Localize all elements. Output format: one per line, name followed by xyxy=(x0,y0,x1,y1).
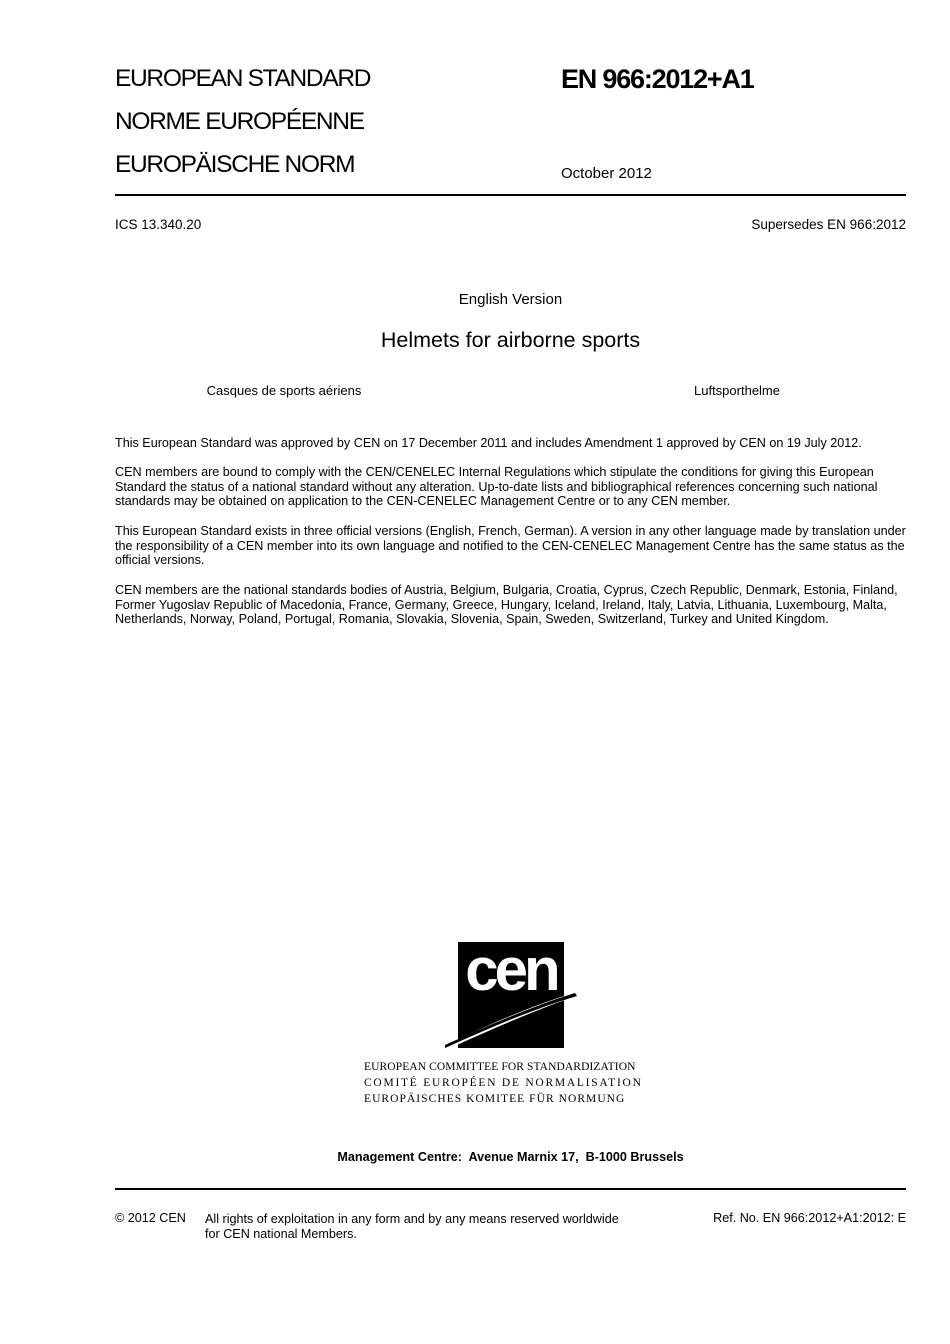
standard-title-en: EUROPEAN STANDARD xyxy=(115,65,371,92)
document-title-french: Casques de sports aériens xyxy=(206,383,362,398)
cen-logo-text: cen xyxy=(465,942,557,1003)
rights-statement: All rights of exploitation in any form and by any means reserved worldwide for CEN national Members. xyxy=(205,1212,619,1241)
standard-title-fr: NORME EUROPÉENNE xyxy=(115,108,364,135)
management-centre-address: Management Centre: Avenue Marnix 17, B-1000 Brussels xyxy=(337,1150,684,1164)
compliance-paragraph: CEN members are bound to comply with the CEN/CENELEC Internal Regulations which stipulate the conditions for giving this European Standard the status of a national standard without any alteration. Up-to-date lists and bibliographical references concerning such national standards may be obtained on application to the CEN-CENELEC Management Centre or to any CEN member. xyxy=(115,465,878,509)
members-paragraph: CEN members are the national standards bodies of Austria, Belgium, Bulgaria, Croatia, Cyprus, Czech Republic, Denmark, Estonia, Finland, Former Yugoslav Republic of Macedonia, France, Germany, Greece, Hungary, Iceland, Ireland, Italy, Latvia, Lithuania, Luxembourg, Malta, Netherlands, Norway, Poland, Portugal, Romania, Slovakia, Slovenia, Spain, Sweden, Switzerland, Turkey and United Kingdom. xyxy=(115,583,898,627)
document-title: Helmets for airborne sports xyxy=(380,328,641,352)
publication-date: October 2012 xyxy=(561,165,652,182)
committee-name-fr: COMITÉ EUROPÉEN DE NORMALISATION xyxy=(364,1077,643,1089)
header-divider xyxy=(115,194,906,196)
committee-name-en: EUROPEAN COMMITTEE FOR STANDARDIZATION xyxy=(364,1061,636,1073)
reference-number: Ref. No. EN 966:2012+A1:2012: E xyxy=(713,1211,906,1225)
ics-code: ICS 13.340.20 xyxy=(115,217,202,232)
standard-title-de: EUROPÄISCHE NORM xyxy=(115,151,355,178)
committee-name-de: EUROPÄISCHES KOMITEE FÜR NORMUNG xyxy=(364,1093,626,1105)
supersedes-note: Supersedes EN 966:2012 xyxy=(751,217,906,232)
copyright-notice: © 2012 CEN xyxy=(115,1211,186,1225)
versions-paragraph: This European Standard exists in three official versions (English, French, German). A version in any other language made by translation under the responsibility of a CEN member into its own language and notified to the CEN-CENELEC Management Centre has the same status as the official versions. xyxy=(115,524,906,568)
document-title-german: Luftsporthelme xyxy=(694,383,780,398)
approval-paragraph: This European Standard was approved by CEN on 17 December 2011 and includes Amendment 1 approved by CEN on 19 July 2012. xyxy=(115,436,862,450)
language-version: English Version xyxy=(458,291,563,308)
footer-divider xyxy=(115,1188,906,1190)
standard-number: EN 966:2012+A1 xyxy=(561,64,754,94)
cen-logo-icon xyxy=(445,942,585,1050)
